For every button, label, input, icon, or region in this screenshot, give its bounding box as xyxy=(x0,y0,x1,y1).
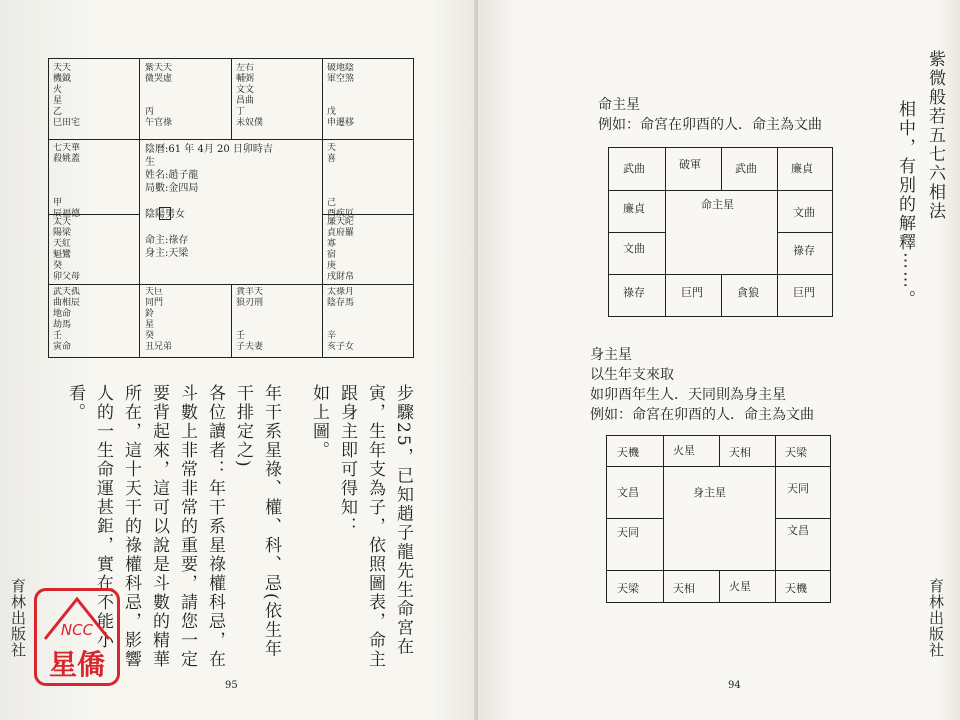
mz-top-3: 武曲 xyxy=(735,162,757,175)
stamp-xingqiao: 星僑 xyxy=(48,648,105,681)
header-title: 紫微般若五七六相法 xyxy=(925,50,945,221)
side-text: 相中，有別的解釋⋯⋯。 xyxy=(895,100,915,309)
sz-center: 身主星 xyxy=(693,486,726,499)
shen-zhu-heading: 身主星 xyxy=(590,347,632,363)
text-col-7: 各位讀者：年干系星祿權科忌，在 xyxy=(205,384,225,669)
sz-bottom-3: 火星 xyxy=(729,580,751,593)
sz-left-2: 天同 xyxy=(617,526,639,539)
palace-hai: 太祿月 陰存馬 辛 亥子女 xyxy=(327,287,355,352)
yang-box xyxy=(159,207,171,220)
palace-wei: 左右 輔弼 文文 昌曲 丁 未奴僕 xyxy=(236,63,264,128)
shen-zhu-line2: 以生年支來取 xyxy=(590,367,674,383)
chart-center xyxy=(145,143,273,260)
palace-yin: 武天孤 曲相辰 地命 劫馬 壬 寅命 xyxy=(53,287,81,352)
mz-bottom-4: 巨門 xyxy=(793,286,815,299)
sz-left-1: 文昌 xyxy=(617,486,639,499)
text-col-6: 干排定之) xyxy=(233,384,253,469)
palace-you: 天 喜 己 酉疾厄 xyxy=(327,143,355,219)
ming-zhu-heading: 命主星 xyxy=(598,97,640,113)
center-line-ming-zhu: 命主:祿存 xyxy=(145,235,189,246)
center-line-bureau: 局數:金四局 xyxy=(145,183,199,194)
text-col-5: 年干系星祿、權、科、忌(依生年 xyxy=(261,384,281,659)
mz-left-1: 廉貞 xyxy=(623,202,645,215)
mz-left-2: 文曲 xyxy=(623,242,645,255)
mz-top-4: 廉貞 xyxy=(791,162,813,175)
mz-bottom-3: 貪狼 xyxy=(737,286,759,299)
mz-right-1: 文曲 xyxy=(793,206,815,219)
center-line-lunar-date: 陰曆:61 年 4月 20 日卯時吉 xyxy=(145,144,273,155)
page-number-right: 94 xyxy=(728,680,741,691)
palace-chou: 天巨 同門 鈴 星 癸 丑兄弟 xyxy=(145,287,173,352)
palace-mao: 太天 陽梁 天紅 魁鸞 癸 卯父母 xyxy=(53,217,81,282)
mz-right-2: 祿存 xyxy=(793,244,815,257)
text-col-1: 步驟25，已知趙子龍先生命宮在 xyxy=(393,384,413,657)
publisher-right: 育林出版社 xyxy=(927,578,945,658)
center-line-name: 姓名:趙子龍 xyxy=(145,170,199,181)
ming-zhu-example: 例如：命宮在卯酉的人．命主為文曲 xyxy=(598,117,822,133)
sz-bottom-2: 天相 xyxy=(673,582,695,595)
palace-wu: 紫天天 微哭虛 丙 午官祿 xyxy=(145,63,173,128)
mz-bottom-2: 巨門 xyxy=(681,286,703,299)
sz-top-4: 天梁 xyxy=(785,446,807,459)
mz-top-2: 破軍 xyxy=(679,158,701,171)
sz-top-2: 火星 xyxy=(673,444,695,457)
sz-bottom-4: 天機 xyxy=(785,582,807,595)
text-col-12: 看。 xyxy=(65,384,85,422)
sz-top-3: 天相 xyxy=(729,446,751,459)
left-page xyxy=(0,0,478,720)
palace-shen: 破地陰 軍空煞 戊 申遷移 xyxy=(327,63,355,128)
sz-bottom-1: 天梁 xyxy=(617,582,639,595)
center-line-sheng: 生 xyxy=(145,157,155,168)
natal-chart xyxy=(48,58,414,358)
center-line-gender: 陰陽男女 xyxy=(145,209,185,220)
publisher-left: 育林出版社 xyxy=(9,578,27,658)
shen-zhu-example: 例如：命宮在卯酉的人．命主為文曲 xyxy=(590,407,814,423)
text-col-9: 要背起來，這可以說是斗數的精華 xyxy=(149,384,169,669)
sz-top-1: 天機 xyxy=(617,446,639,459)
mz-top-1: 武曲 xyxy=(623,162,645,175)
page-number-left: 95 xyxy=(225,680,238,691)
shen-zhu-grid xyxy=(606,435,831,603)
palace-xu: 廉天陀 貞府羅 寡 宿 庚 戌財帛 xyxy=(327,217,355,282)
right-page xyxy=(478,0,960,720)
palace-zi: 貪羊天 狼刃刑 壬 子夫妻 xyxy=(236,287,264,352)
mz-center: 命主星 xyxy=(701,198,734,211)
shen-zhu-line3: 如卯酉年生人．天同則為身主星 xyxy=(590,387,786,403)
mz-bottom-1: 祿存 xyxy=(623,286,645,299)
text-col-10: 所在，這十天干的祿權科忌，影響 xyxy=(121,384,141,669)
stamp-ncc: NCC xyxy=(60,621,94,639)
palace-chen: 七天華 殺姚蓋 甲 辰福德 xyxy=(53,143,81,219)
sz-right-2: 文昌 xyxy=(787,524,809,537)
text-col-2: 寅，生年支為子，依照圖表，命主 xyxy=(365,384,385,669)
sz-right-1: 天同 xyxy=(787,482,809,495)
text-col-8: 斗數上非常非常的重要，請您一定 xyxy=(177,384,197,669)
text-col-3: 跟身主即可得知： xyxy=(337,384,357,536)
text-col-11: 人的一生命運甚鉅，實在不能小 xyxy=(93,384,113,650)
center-line-shen-zhu: 身主:天梁 xyxy=(145,248,189,259)
text-col-4: 如上圖。 xyxy=(309,384,329,460)
ncc-stamp xyxy=(34,588,120,686)
ming-zhu-grid xyxy=(608,147,833,317)
palace-si: 天天 機鉞 火 星 乙 巳田宅 xyxy=(53,63,81,128)
